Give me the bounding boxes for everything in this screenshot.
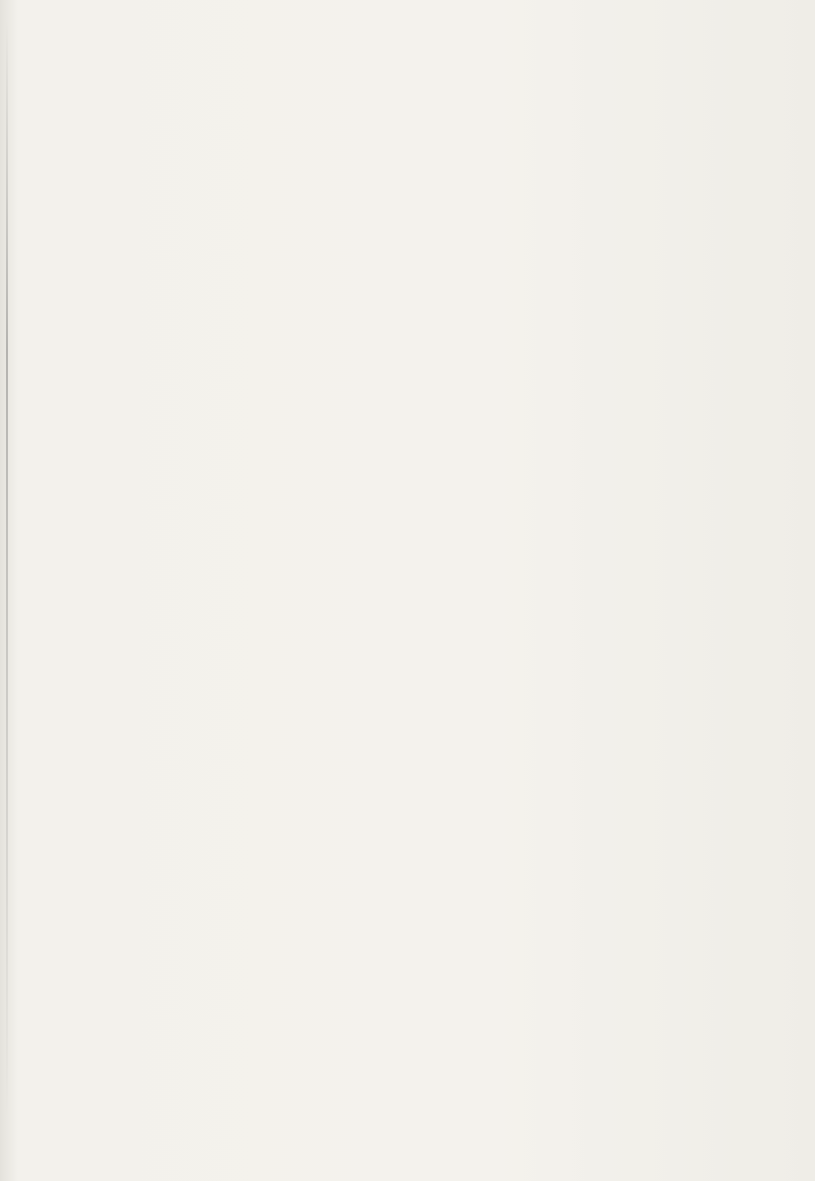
register-content xyxy=(48,44,738,86)
page-header xyxy=(48,44,738,64)
column-header xyxy=(48,64,738,86)
page-edge-shadow xyxy=(6,20,8,1120)
